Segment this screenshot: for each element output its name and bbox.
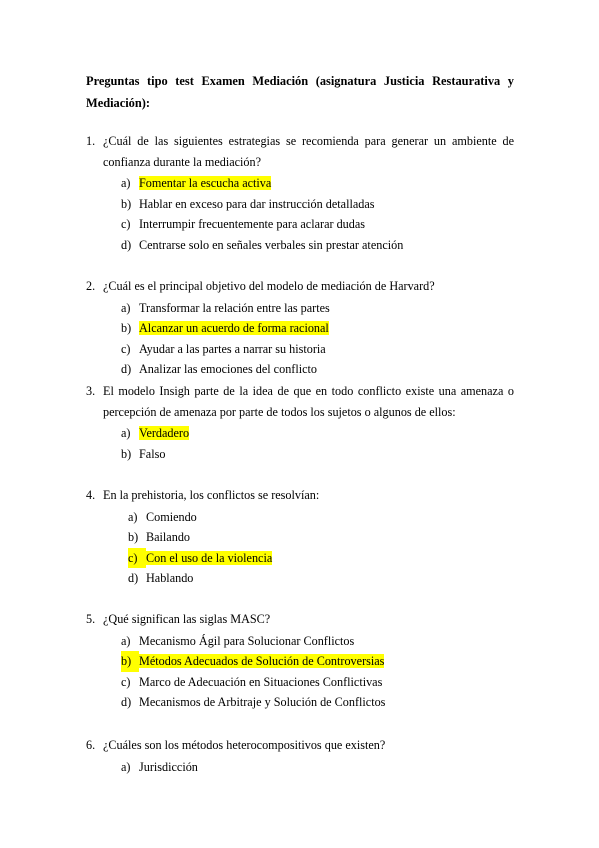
option-text: Con el uso de la violencia: [146, 550, 273, 565]
question-3: [86, 381, 514, 464]
option-a: a) Fomentar la escucha activa: [121, 176, 272, 190]
option-text: Hablar en exceso para dar instrucción detalladas: [139, 196, 375, 211]
question-number: 3.: [86, 384, 96, 398]
question-6: [86, 735, 514, 777]
option-a: a) Mecanismo Ágil para Solucionar Conflictos: [121, 633, 355, 648]
option-text: Transformar la relación entre las partes: [139, 300, 330, 315]
option-b: b) Métodos Adecuados de Solución de Controversias: [121, 651, 514, 672]
option-text: Verdadero: [139, 426, 190, 440]
question-2: [86, 276, 514, 380]
option-text: Bailando: [146, 530, 191, 544]
option-text: Comiendo: [146, 509, 197, 524]
option-list: [86, 173, 514, 255]
option-d: d) Centrarse solo en señales verbales sin prestar atención: [121, 237, 404, 252]
option-b: b) Alcanzar un acuerdo de forma racional: [121, 321, 329, 335]
option-b: b) Bailando: [128, 530, 191, 544]
question-stem: [86, 276, 514, 297]
question-text: ¿Cuáles son los métodos heterocompositivos que existen?: [103, 738, 386, 752]
question-text: ¿Qué significan las siglas MASC?: [103, 612, 271, 626]
question-stem: [86, 485, 514, 506]
option-text: Centrarse solo en señales verbales sin prestar atención: [139, 237, 404, 252]
option-list: [86, 298, 514, 380]
option-text: Mecanismo Ágil para Solucionar Conflictos: [139, 633, 355, 648]
question-stem: [86, 609, 514, 630]
document-title: Preguntas tipo test Examen Mediación (asignatura Justicia Restaurativa y Mediación):: [86, 74, 514, 110]
question-1: [86, 131, 514, 255]
option-c: c) Con el uso de la violencia: [128, 548, 514, 569]
question-4: [86, 485, 514, 589]
question-number: 6.: [86, 738, 96, 752]
option-a: a) Transformar la relación entre las partes: [121, 300, 330, 315]
option-a: a) Verdadero: [121, 426, 190, 440]
option-text: Marco de Adecuación en Situaciones Conflictivas: [139, 674, 383, 689]
option-a: a) Comiendo: [128, 509, 197, 524]
option-d: d) Analizar las emociones del conflicto: [121, 362, 318, 376]
question-stem: [86, 735, 514, 756]
question-number: 4.: [86, 488, 96, 502]
option-c: c) Interrumpir frecuentemente para aclarar dudas: [121, 217, 366, 231]
question-number: 5.: [86, 612, 96, 626]
question-text: ¿Cuál de las siguientes estrategias se recomienda para generar un ambiente de confianza durante la mediación?: [103, 134, 514, 169]
option-text: Jurisdicción: [139, 759, 198, 774]
option-text: Alcanzar un acuerdo de forma racional: [139, 321, 329, 335]
option-c: c) Ayudar a las partes a narrar su historia: [121, 341, 326, 356]
option-text: Ayudar a las partes a narrar su historia: [139, 341, 326, 356]
question-text: En la prehistoria, los conflictos se resolvían:: [103, 488, 320, 502]
option-text: Interrumpir frecuentemente para aclarar dudas: [139, 217, 366, 231]
question-text: El modelo Insigh parte de la idea de que en todo conflicto existe una amenaza o percepción de amenaza por parte de todos los sujetos o algunos de ellos:: [103, 384, 514, 419]
option-text: Analizar las emociones del conflicto: [139, 362, 318, 376]
question-stem: [86, 381, 514, 422]
option-a: a) Jurisdicción: [121, 759, 198, 774]
option-text: Mecanismos de Arbitraje y Solución de Conflictos: [139, 695, 386, 709]
option-list: [86, 757, 514, 778]
option-list: [86, 423, 514, 464]
option-b: b) Falso: [121, 446, 166, 461]
question-text: ¿Cuál es el principal objetivo del modelo de mediación de Harvard?: [103, 279, 435, 293]
option-text: Métodos Adecuados de Solución de Controversias: [139, 654, 385, 668]
option-text: Fomentar la escucha activa: [139, 176, 272, 190]
option-list: [86, 631, 514, 713]
option-d: d) Mecanismos de Arbitraje y Solución de Conflictos: [121, 695, 386, 709]
option-text: Falso: [139, 446, 166, 461]
option-text: Hablando: [146, 571, 194, 585]
question-number: 2.: [86, 279, 96, 293]
option-c: c) Marco de Adecuación en Situaciones Conflictivas: [121, 674, 383, 689]
option-d: d) Hablando: [128, 571, 194, 585]
question-number: 1.: [86, 134, 96, 148]
question-stem: [86, 131, 514, 172]
question-5: [86, 609, 514, 713]
option-list: [86, 507, 514, 589]
option-b: b) Hablar en exceso para dar instrucción detalladas: [121, 196, 375, 211]
